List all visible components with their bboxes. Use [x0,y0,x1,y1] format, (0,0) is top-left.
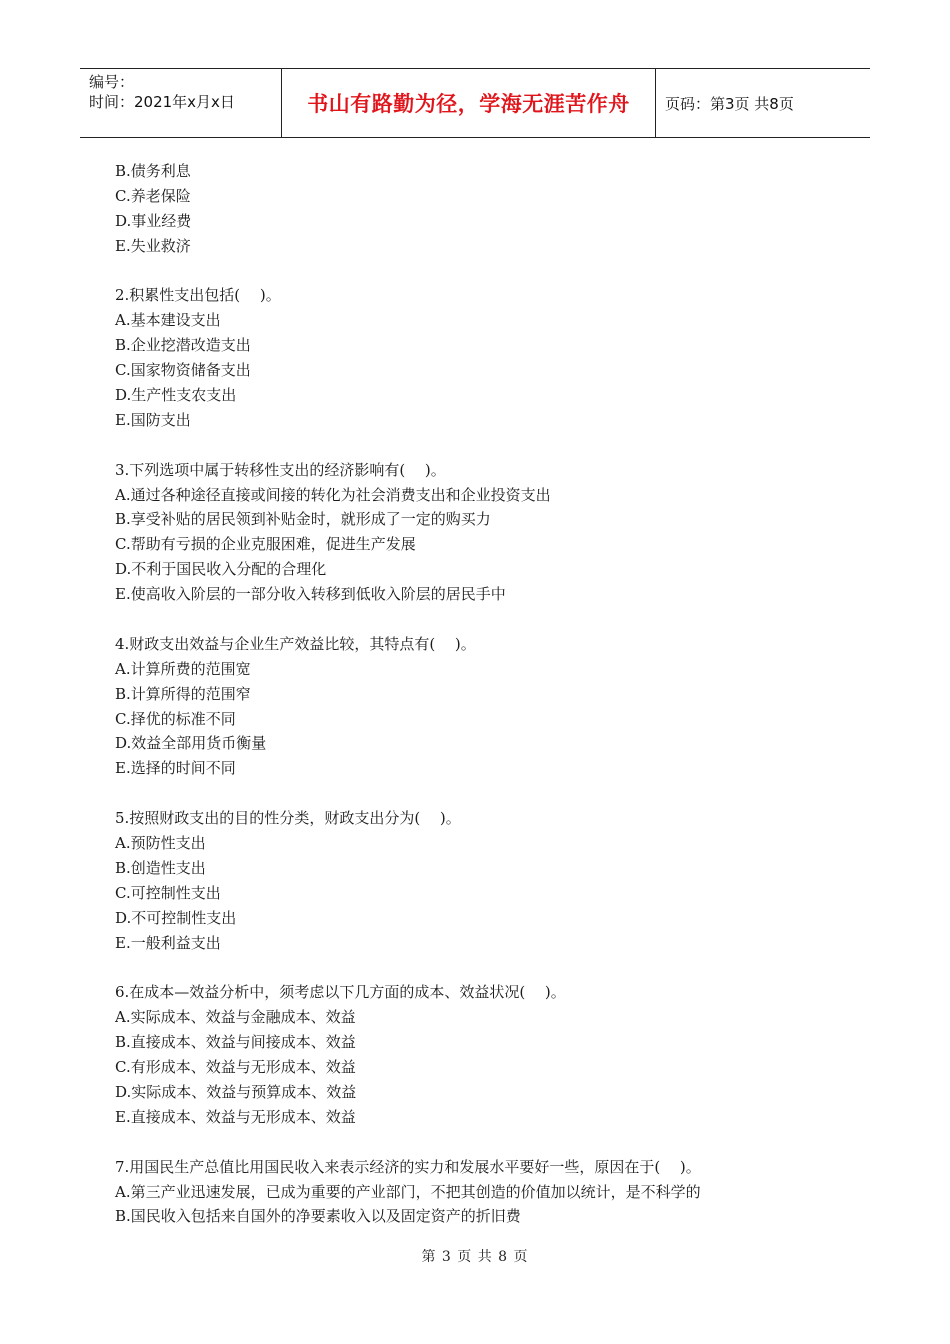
option: B.创造性支出 [115,858,206,877]
spacer [115,956,855,981]
option: C.帮助有亏损的企业克服困难，促进生产发展 [115,535,416,554]
number-label: 编号： [89,73,135,91]
option: C.择优的标准不同 [115,709,236,728]
document-body [115,159,855,1229]
spacer [115,607,855,632]
question-stem: 5.按照财政支出的目的性分类，财政支出分为( )。 [115,809,461,828]
spacer [115,1130,855,1155]
option: C.可控制性支出 [115,883,221,902]
option: A.第三产业迅速发展，已成为重要的产业部门，不把其创造的价值加以统计，是不科学的 [115,1182,701,1201]
question-stem: 2.积累性支出包括( )。 [115,286,281,305]
question-2 [115,283,855,432]
option: E.使高收入阶层的一部分收入转移到低收入阶层的居民手中 [115,585,506,604]
question-5 [115,806,855,955]
option: E.国防支出 [115,410,191,429]
option: B.享受补贴的居民领到补贴金时，就形成了一定的购买力 [115,510,491,529]
option: D.事业经费 [115,211,192,230]
option: E.直接成本、效益与无形成本、效益 [115,1107,356,1126]
page-footer: 第 3 页 共 8 页 [421,1249,529,1265]
spacer [115,259,855,284]
option: A.基本建设支出 [115,311,221,330]
option: D.生产性支农支出 [115,386,237,405]
question-3 [115,458,855,607]
page-header [80,68,870,138]
question-stem: 4.财政支出效益与企业生产效益比较，其特点有( )。 [115,634,476,653]
option: B.计算所得的范围窄 [115,684,251,703]
option: A.计算所费的范围宽 [115,659,251,678]
option: D.实际成本、效益与预算成本、效益 [115,1082,357,1101]
header-page-info: 页码：第3页 共8页 [665,94,794,113]
option: B.企业挖潜改造支出 [115,336,251,355]
option: A.实际成本、效益与金融成本、效益 [115,1008,356,1027]
option: B.直接成本、效益与间接成本、效益 [115,1033,356,1052]
option: B.债务利息 [115,162,191,180]
option: A.通过各种途径直接或间接的转化为社会消费支出和企业投资支出 [115,485,551,504]
option: C.养老保险 [115,186,191,205]
spacer [115,781,855,806]
time-label: 时间：2021年x月x日 [89,93,235,111]
option: C.国家物资储备支出 [115,361,251,380]
question-7 [115,1155,855,1230]
question-4 [115,632,855,781]
spacer [115,433,855,458]
option: B.国民收入包括来自国外的净要素收入以及固定资产的折旧费 [115,1207,521,1226]
option: C.有形成本、效益与无形成本、效益 [115,1058,356,1077]
question-stem: 3.下列选项中属于转移性支出的经济影响有( )。 [115,460,446,479]
option: D.效益全部用货币衡量 [115,734,267,753]
question-stem: 6.在成本—效益分析中，须考虑以下几方面的成本、效益状况( )。 [115,983,566,1002]
option: D.不利于国民收入分配的合理化 [115,560,327,579]
option: E.一般利益支出 [115,933,221,952]
question-stem: 7.用国民生产总值比用国民收入来表示经济的实力和发展水平要好一些，原因在于( )。 [115,1157,701,1176]
option: E.失业救济 [115,236,191,255]
option: E.选择的时间不同 [115,759,236,778]
option: D.不可控制性支出 [115,908,237,927]
question-6 [115,980,855,1129]
header-motto: 书山有路勤为径，学海无涯苦作舟 [282,69,656,137]
question-1-tail [115,159,855,259]
header-meta [80,69,282,137]
option: A.预防性支出 [115,834,206,853]
